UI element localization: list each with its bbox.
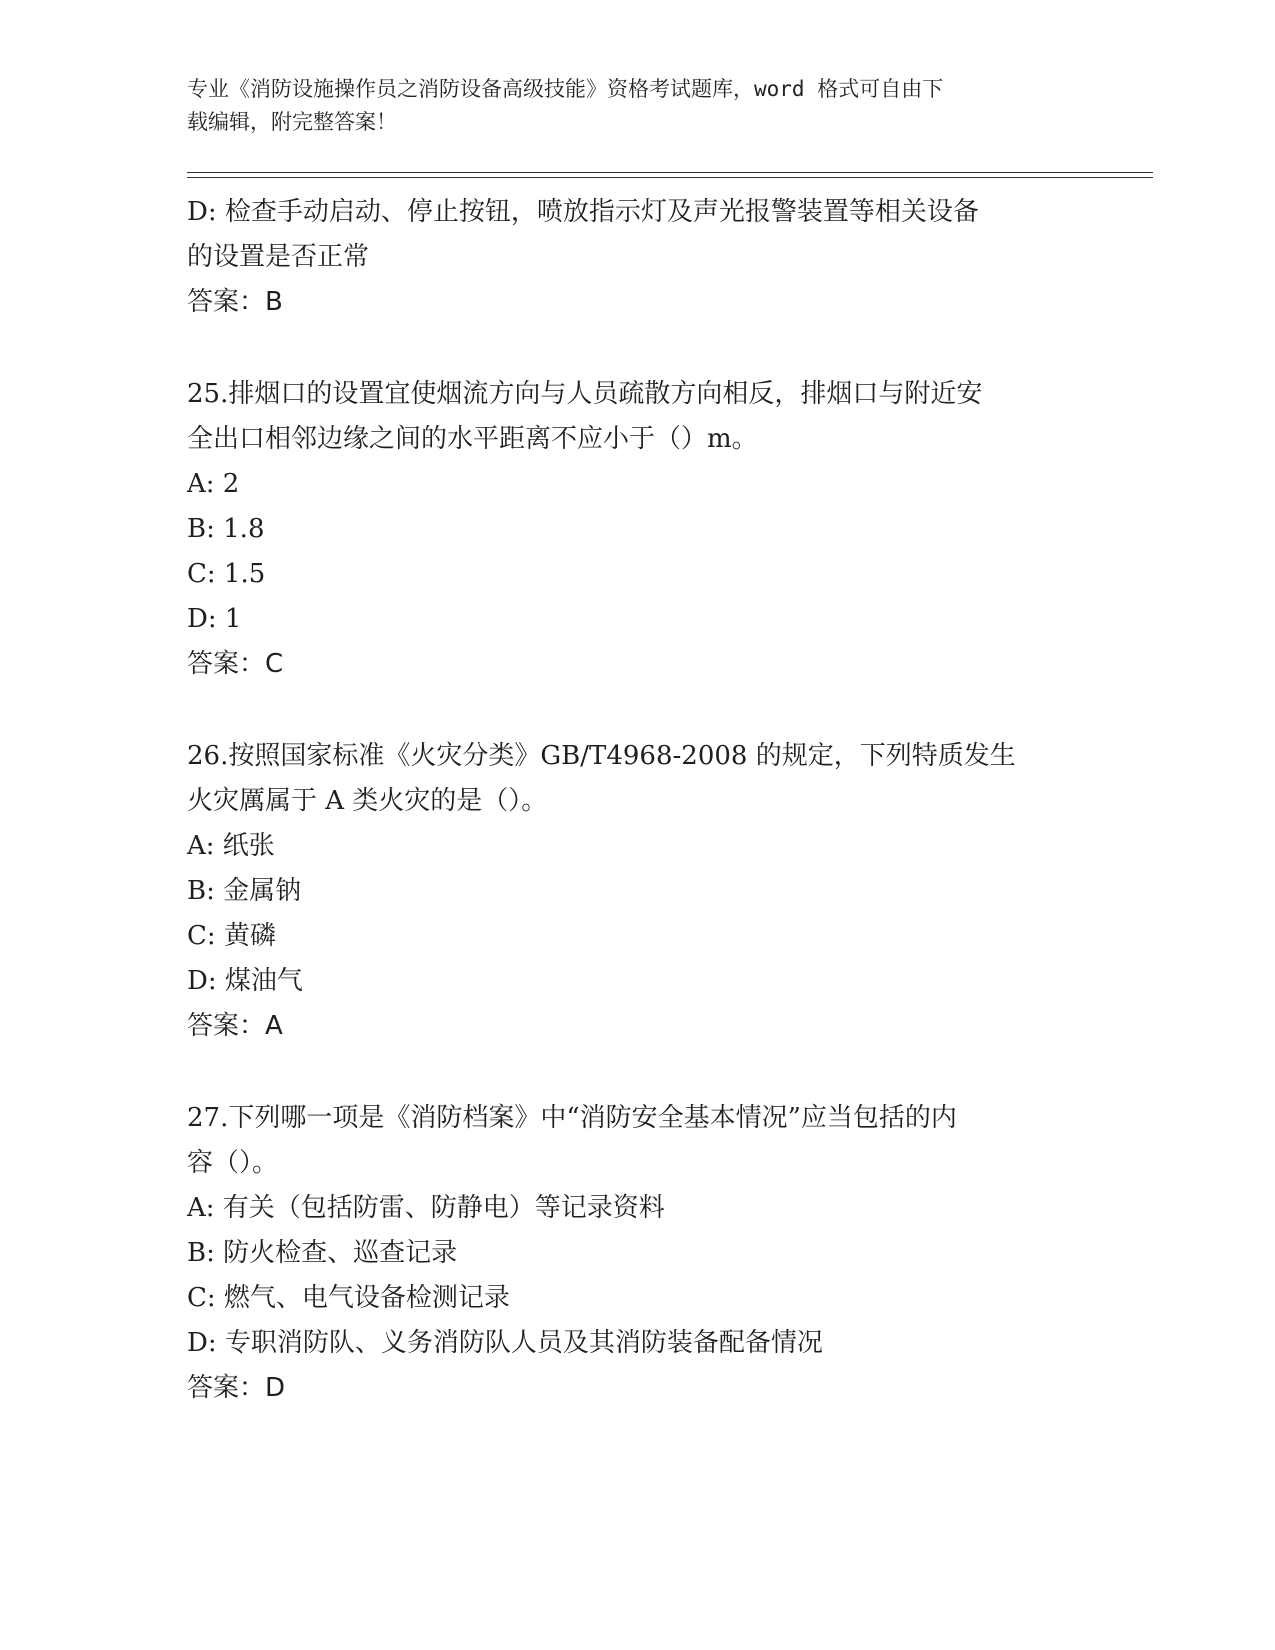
question-26 [187,734,1087,1049]
option-a: A: 有关（包括防雷、防静电）等记录资料 [187,1193,665,1223]
question-27 [187,1096,1087,1411]
question-stem-continued: 火灾厲属于 A 类火灾的是（）。 [187,786,548,816]
question-stem-continued: 全出口相邻边缘之间的水平距离不应小于（）m。 [187,424,758,454]
option-b: B: 防火检查、巡查记录 [187,1238,458,1268]
header-rule-top [187,172,1153,173]
question-24-tail [187,190,1087,325]
answer: 答案：D [187,1373,286,1403]
option-d-continued: 的设置是否正常 [187,242,370,272]
question-content [187,190,1087,1411]
question-stem: 27.下列哪一项是《消防档案》中“消防安全基本情况”应当包括的内 [187,1103,957,1133]
option-c: C: 黄磷 [187,921,276,951]
question-stem: 26.按照国家标准《火灾分类》GB/T4968-2008 的规定，下列特质发生 [187,741,1016,771]
option-a: A: 2 [187,469,240,499]
option-b: B: 1.8 [187,514,265,544]
option-d: D: 检查手动启动、停止按钮，喷放指示灯及声光报警装置等相关设备 [187,197,979,227]
option-d: D: 专职消防队、义务消防队人员及其消防装备配备情况 [187,1328,823,1358]
header-line-1: 专业《消防设施操作员之消防设备高级技能》资格考试题库，word 格式可自由下 [187,77,944,101]
option-c: C: 1.5 [187,559,266,589]
option-a: A: 纸张 [187,831,275,861]
option-d: D: 1 [187,604,242,634]
question-25 [187,372,1087,687]
option-d: D: 煤油气 [187,966,303,996]
option-b: B: 金属钠 [187,876,302,906]
page-header [187,73,1067,139]
answer: 答案：B [187,287,283,317]
header-line-2: 载编辑，附完整答案！ [187,110,397,134]
question-stem-continued: 容（）。 [187,1148,279,1178]
option-c: C: 燃气、电气设备检测记录 [187,1283,510,1313]
question-stem: 25.排烟口的设置宜使烟流方向与人员疏散方向相反，排烟口与附近安 [187,379,983,409]
header-rule-bottom [187,177,1153,178]
answer: 答案：C [187,649,284,679]
answer: 答案：A [187,1011,283,1041]
